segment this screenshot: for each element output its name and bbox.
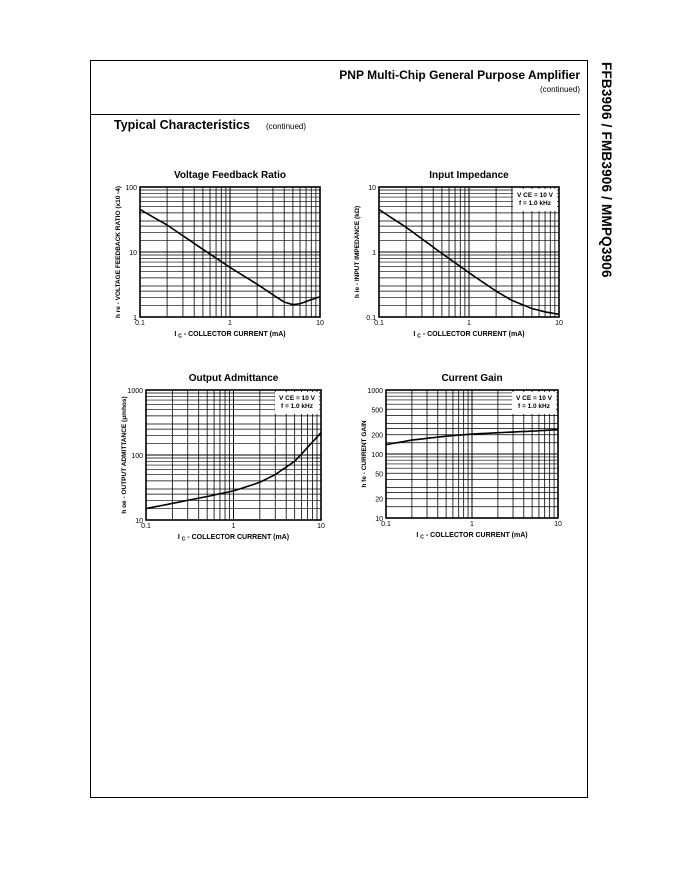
section-title: Typical Characteristics — [114, 118, 250, 132]
y-tick-label: 0.1 — [366, 315, 376, 322]
condition-text: f = 1.0 kHz — [281, 403, 313, 410]
y-axis-label: h oe - OUTPUT ADMITTANCE (μmhos) — [121, 396, 128, 514]
y-tick-label: 100 — [131, 453, 143, 460]
x-axis-label: I $_C$ - COLLECTOR CURRENT (mA) — [174, 331, 286, 340]
y-tick-label: 10 — [135, 518, 143, 525]
y-tick-label: 1000 — [127, 388, 143, 395]
x-tick-label: 10 — [316, 320, 324, 327]
y-tick-label: 1000 — [367, 388, 383, 395]
condition-text: f = 1.0 kHz — [518, 403, 550, 410]
x-tick-label: 10 — [555, 320, 563, 327]
side-title-text: FFB3906 / FMB3906 / MMPQ3906 — [599, 62, 614, 278]
y-tick-label: 50 — [375, 471, 383, 479]
x-tick-label: 0.1 — [374, 320, 384, 327]
y-tick-label: 200 — [371, 432, 383, 440]
x-axis-label: I $_C$ - COLLECTOR CURRENT (mA) — [416, 532, 528, 541]
chart-title: Output Admittance — [188, 373, 279, 384]
y-tick-label: 1 — [372, 250, 376, 257]
x-tick-label: 1 — [470, 521, 474, 528]
y-tick-label: 10 — [375, 516, 383, 523]
chart-title: Current Gain — [441, 373, 503, 384]
x-axis-label: I $_C$ - COLLECTOR CURRENT (mA) — [413, 331, 525, 340]
section-continued: (continued) — [266, 122, 307, 131]
x-tick-label: 0.1 — [381, 521, 391, 528]
y-tick-label: 20 — [375, 496, 383, 504]
y-tick-label: 10 — [129, 250, 137, 257]
chart-title: Voltage Feedback Ratio — [173, 170, 287, 181]
y-axis-label: h ie - INPUT IMPEDANCE (kΩ) — [354, 205, 361, 299]
chart-2 — [354, 170, 563, 340]
y-tick-label: 500 — [371, 407, 383, 415]
y-tick-label: 100 — [125, 185, 137, 192]
condition-text: V CE = 10 V — [517, 192, 553, 199]
condition-text: V CE = 10 V — [516, 395, 552, 402]
chart-1 — [115, 170, 324, 340]
chart-title: Input Impedance — [429, 170, 509, 181]
condition-text: V CE = 10 V — [279, 395, 315, 402]
y-axis-label: h re - VOLTAGE FEEDBACK RATIO (x10 -4) — [115, 185, 122, 319]
header-title: PNP Multi-Chip General Purpose Amplifier — [339, 68, 580, 82]
y-axis-label: h fe - CURRENT GAIN — [361, 420, 368, 488]
x-tick-label: 10 — [317, 523, 325, 530]
y-tick-label: 100 — [371, 452, 383, 459]
chart-3 — [121, 373, 325, 543]
x-tick-label: 0.1 — [135, 320, 145, 327]
header-continued: (continued) — [539, 85, 580, 94]
chart-4 — [361, 373, 562, 541]
x-tick-label: 1 — [228, 320, 232, 327]
x-tick-label: 10 — [554, 521, 562, 528]
x-tick-label: 1 — [467, 320, 471, 327]
x-tick-label: 0.1 — [141, 523, 151, 530]
y-tick-label: 10 — [368, 185, 376, 192]
y-tick-label: 1 — [133, 315, 137, 322]
x-tick-label: 1 — [231, 523, 236, 530]
condition-text: f = 1.0 kHz — [519, 200, 551, 207]
x-axis-label: I $_C$ - COLLECTOR CURRENT (mA) — [177, 534, 290, 543]
